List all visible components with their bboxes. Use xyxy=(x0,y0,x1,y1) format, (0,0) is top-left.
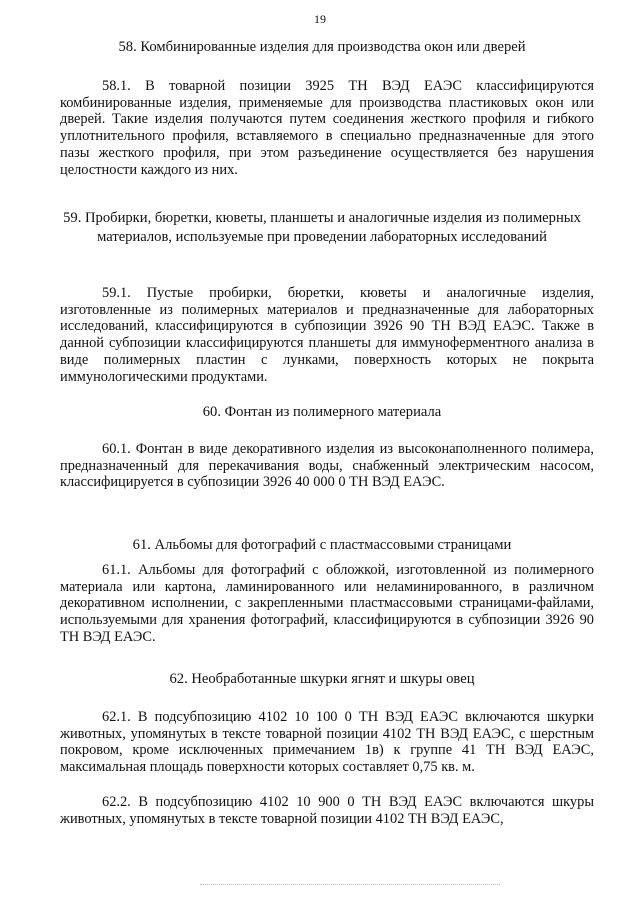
section-heading-61: 61. Альбомы для фотографий с пластмассовыми страницами xyxy=(132,537,512,553)
paragraph-62-2: 62.2. В подсубпозицию 4102 10 900 0 ТН ВЭД ЕАЭС включаются шкуры животных, упомянутых в тексте товарной позиции 4102 ТН ВЭД ЕАЭС, xyxy=(60,794,594,827)
paragraph-59-1: 59.1. Пустые пробирки, бюретки, кюветы и аналогичные изделия, изготовленные из полимерных материалов и предназначенные для лабораторных исследований, классифицируются в субпозиции 3926 90 ТН ВЭД ЕАЭС. Также в данной субпозиции классифицируются планшеты для иммуноферментного анализа в виде полимерных пластин с лунками, поверхность которых не покрыта иммунологическими продуктами. xyxy=(60,285,594,385)
scan-edge-line xyxy=(200,884,500,885)
paragraph-60-1: 60.1. Фонтан в виде декоративного изделия из высоконаполненного полимера, предназначенный для перекачивания воды, снабженный электрическим насосом, классифицируется в субпозиции 3926 40 000 0 ТН ВЭД ЕАЭС. xyxy=(60,441,594,491)
paragraph-58-1: 58.1. В товарной позиции 3925 ТН ВЭД ЕАЭС классифицируются комбинированные изделия, применяемые для производства пластиковых окон или дверей. Такие изделия получаются путем соединения жесткого профиля и гибкого уплотнительного профиля, вставляемого в специально предназначенные для этого пазы жесткого профиля, при этом разъединение осуществляется без нарушения целостности каждого из них. xyxy=(60,78,594,178)
section-heading-59: 59. Пробирки, бюретки, кюветы, планшеты и аналогичные изделия из полимерных материалов, используемые при проведении лабораторных исследований xyxy=(63,210,581,245)
paragraph-61-1: 61.1. Альбомы для фотографий с обложкой, изготовленной из полимерного материала или картона, ламинированного или неламинированного, в различном декоративном исполнении, с закрепленными пластмассовыми страницами-файлами, используемыми для хранения фотографий, классифицируются в субпозиции 3926 90 ТН ВЭД ЕАЭС. xyxy=(60,562,594,645)
section-heading-62: 62. Необработанные шкурки ягнят и шкуры овец xyxy=(169,671,475,687)
section-heading-60: 60. Фонтан из полимерного материала xyxy=(202,404,442,420)
page-number: 19 xyxy=(314,12,326,26)
section-heading-58: 58. Комбинированные изделия для производства окон или дверей xyxy=(118,39,526,55)
paragraph-62-1: 62.1. В подсубпозицию 4102 10 100 0 ТН ВЭД ЕАЭС включаются шкурки животных, упомянутых в тексте товарной позиции 4102 ТН ВЭД ЕАЭС, с шерстным покровом, кроме исключенных примечанием 1в) к группе 41 ТН ВЭД ЕАЭС, максимальная площадь поверхности которых составляет 0,75 кв. м. xyxy=(60,709,594,776)
